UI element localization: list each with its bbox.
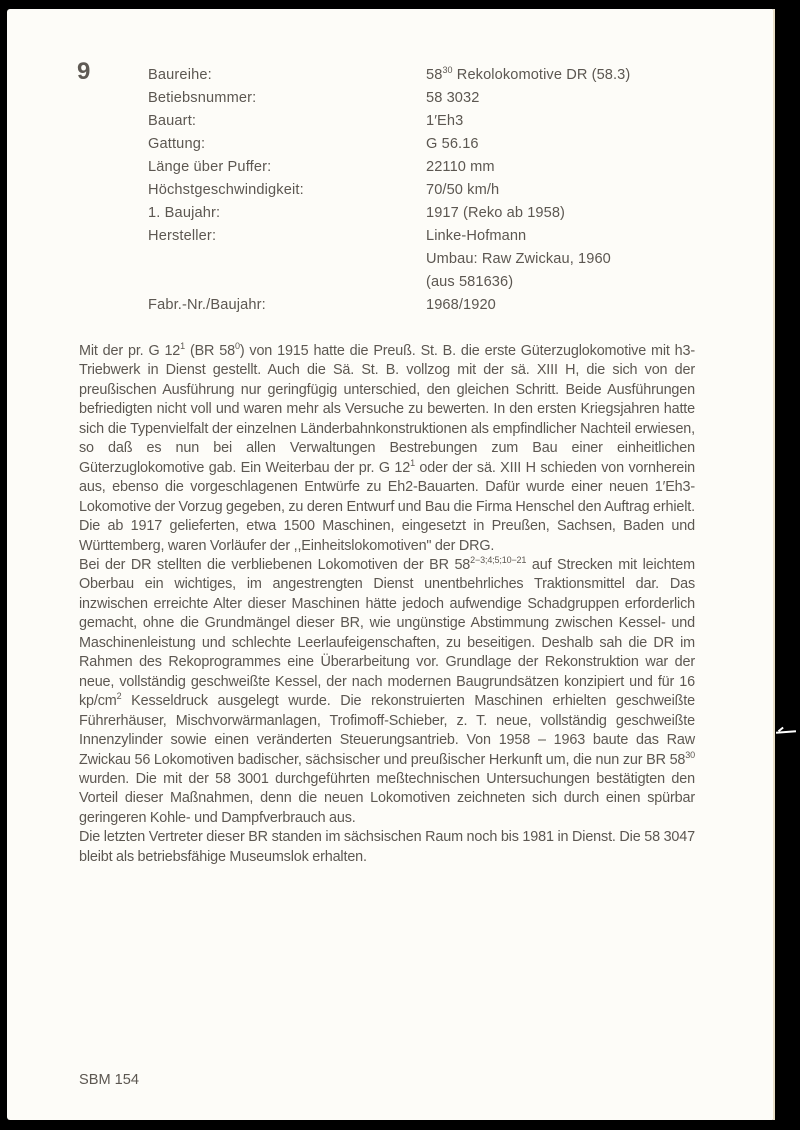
- text-run: Kesseldruck ausgelegt wurde. Die rekonstruierten Maschinen erhielten geschweißte Führerhäuser, Mischvorwärmanlagen, Trofimoff-Schieber, z. T. neue, vollständig geschweißte Innenzylinder sowie einen veränderten Steuerungsantrieb. Von 1958 – 1963 baute das Raw Zwickau 56 Lokomotiven badischer, sächsischer und preußischer Herkunft um, die nun zur BR 58: [79, 693, 695, 768]
- spec-value-superscript: 30: [442, 65, 453, 75]
- scan-artifact: [776, 730, 796, 733]
- spec-row-fabriknummer: [148, 294, 708, 317]
- spec-label: Hersteller:: [148, 228, 217, 244]
- text-run: wurden. Die mit der 58 3001 durchgeführten meßtechnischen Untersuchungen bestätigten den Vorteil dieser Maßnahmen, denn die neuen Lokomotiven zeichneten sich durch einen spürbar geringeren Kohle- und Dampfverbrauch aus.: [79, 770, 695, 826]
- spec-label: Baureihe:: [148, 67, 212, 83]
- superscript: 30: [685, 749, 695, 760]
- superscript: 1: [410, 457, 415, 468]
- document-card: [7, 9, 775, 1120]
- text-run: Mit der pr. G 12: [79, 343, 181, 359]
- spec-value: 1917 (Reko ab 1958): [426, 205, 566, 221]
- spec-value: 22110 mm: [426, 159, 495, 175]
- spec-row-hoechstgeschwindigkeit: [148, 179, 708, 202]
- spec-label: Betiebsnummer:: [148, 90, 257, 106]
- paragraph-reconstruction: [79, 556, 695, 828]
- spec-value: G 56.16: [426, 136, 479, 152]
- spec-row-bauart: [148, 110, 708, 133]
- spec-row-baujahr: [148, 202, 708, 225]
- superscript: 2−3;4;5;10−21: [470, 554, 527, 565]
- superscript: 0: [234, 341, 240, 351]
- text-run: (BR 58: [185, 343, 235, 359]
- paragraph-history: [79, 342, 695, 556]
- spec-label: [148, 248, 426, 271]
- spec-row-gattung: [148, 133, 708, 156]
- spec-row-umbau-herkunft: [148, 271, 708, 294]
- series-code: SBM 154: [79, 1072, 140, 1088]
- spec-row-baureihe: [148, 64, 708, 87]
- spec-label: Länge über Puffer:: [148, 159, 272, 175]
- text-run: ) von 1915 hatte die Preuß. St. B. die erste Güterzuglokomotive mit h3-Triebwerk in Dienst gestellt. Auch die Sä. St. B. vollzog mit der sä. XIII H, die sich von der preußischen Ausführung nur geringfügig unterschied, den gleichen Schritt. Beide Ausführungen befriedigten nicht voll und waren mehr als Versuche zu bewerten. In den ersten Kriegsjahren hatte sich die Typenvielfalt der einzelnen Länderbahnkonstruktionen als empfindlicher Nachteil erwiesen, so daß es nun bei allen Verwaltungen Bestrebungen zum Bau einer einheitlichen Güterzuglokomotive gab. Ein Weiterbau der pr. G 12: [79, 343, 696, 476]
- spec-label: [148, 271, 426, 294]
- spec-value: Umbau: Raw Zwickau, 1960: [426, 251, 611, 267]
- spec-value: Linke-Hofmann: [426, 228, 527, 244]
- card-number: 9: [77, 58, 91, 85]
- spec-row-betriebsnummer: [148, 87, 708, 110]
- superscript: 1: [180, 341, 186, 351]
- spec-label: Höchstgeschwindigkeit:: [148, 182, 304, 198]
- text-run: Bei der DR stellten die verbliebenen Lokomotiven der BR 58: [79, 556, 471, 573]
- spec-value: [426, 64, 708, 87]
- card-edge: [773, 9, 775, 1120]
- description-text: [79, 342, 695, 867]
- spec-label: Bauart:: [148, 113, 197, 129]
- spec-label: Gattung:: [148, 136, 206, 152]
- spec-table: [148, 64, 708, 317]
- paragraph-museum: Die letzten Vertreter dieser BR standen im sächsischen Raum noch bis 1981 in Dienst. Die 58 3047 bleibt als betriebsfähige Museumslok erhalten.: [79, 829, 695, 865]
- spec-value: (aus 581636): [426, 274, 514, 290]
- spec-row-laenge: [148, 156, 708, 179]
- spec-value-rest: Rekolokomotive DR (58.3): [452, 67, 631, 83]
- spec-value-main: 58: [426, 67, 443, 83]
- spec-row-umbau: [148, 248, 708, 271]
- spec-value: 58 3032: [426, 90, 480, 106]
- spec-value: 1′Eh3: [426, 113, 464, 129]
- superscript: 2: [116, 691, 122, 702]
- text-run: oder der sä. XIII H schieden von vornherein aus, ebenso die vorgeschlagenen Entwürfe zu Eh2-Bauarten. Dafür wurde einer neuen 1′Eh3-Lokomotive der Vorzug gegeben, zu deren Entwurf und Bau die Firma Henschel den Auftrag erhielt. Die ab 1917 gelieferten, etwa 1500 Maschinen, eingesetzt in Preußen, Sachsen, Baden und Württemberg, waren Vorläufer der ,,Einheitslokomotiven" der DRG.: [79, 459, 695, 554]
- spec-row-hersteller: [148, 225, 708, 248]
- spec-value: 1968/1920: [426, 297, 496, 313]
- spec-label: 1. Baujahr:: [148, 205, 221, 221]
- spec-label: Fabr.-Nr./Baujahr:: [148, 297, 266, 313]
- spec-value: 70/50 km/h: [426, 182, 500, 198]
- text-run: auf Strecken mit leichtem Oberbau ein wichtiges, im angestrengten Dienst unentbehrliches Traktionsmittel dar. Das inzwischen erreichte Alter dieser Maschinen hätte jedoch aufwendige Schadgruppen erforderlich gemacht, ohne die Grundmängel dieser BR, wie ungünstige Abstimmung zwischen Kessel- und Maschinenleistung und schlechte Leerlaufeigenschaften, zu beseitigen. Deshalb sah die DR im Rahmen des Rekoprogrammes eine Überarbeitung vor. Grundlage der Rekonstruktion war der neue, vollständig geschweißte Kessel, der nach modernen Baugrundsätzen konzipiert und für 16 kp/cm: [79, 556, 695, 710]
